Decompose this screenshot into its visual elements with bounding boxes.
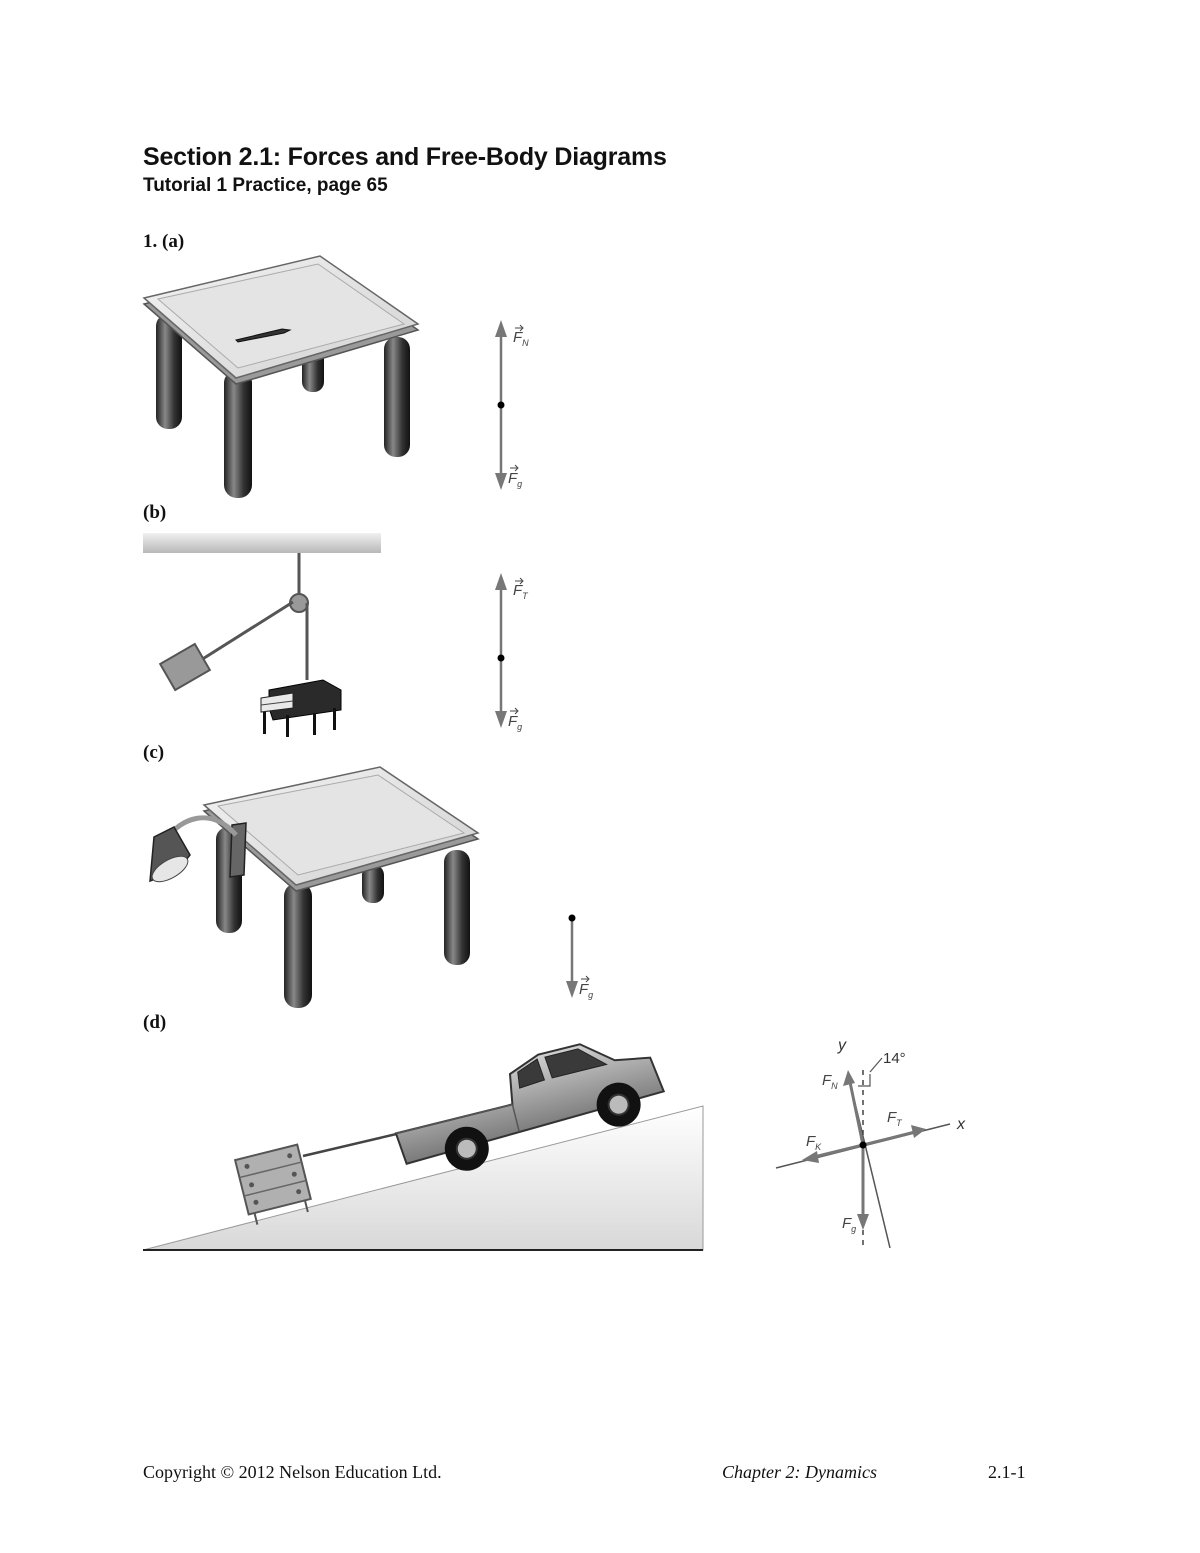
normal-force-arrowhead [843, 1070, 855, 1086]
tension-force-arrowhead [495, 573, 507, 590]
tension-force-arrowhead [911, 1125, 926, 1138]
hanging-piano-illustration [143, 530, 388, 740]
force-label-kinetic-friction: F [806, 1133, 816, 1150]
object-point [860, 1142, 867, 1149]
force-label-gravity: F [508, 713, 518, 730]
table-leg [444, 850, 470, 965]
x-axis-label: x [957, 1116, 965, 1133]
ceiling [143, 533, 381, 553]
page-subtitle: Tutorial 1 Practice, page 65 [143, 175, 388, 196]
footer-chapter: Chapter 2: Dynamics [722, 1462, 877, 1482]
free-body-diagram-b [480, 568, 540, 738]
svg-text:FK: $F_K$ [806, 1133, 822, 1152]
object-point [498, 655, 505, 662]
table-with-lamp-illustration [140, 765, 485, 1010]
force-label-normal: F [822, 1072, 832, 1089]
table-leg [284, 883, 312, 1008]
tow-rope [303, 1132, 405, 1156]
force-label-gravity: F [579, 981, 589, 998]
counterweight [160, 644, 210, 690]
svg-text:Fg: $F_g$ [579, 981, 594, 1000]
free-body-diagram-c [555, 910, 615, 1010]
gravity-force-arrowhead [495, 711, 507, 728]
footer-page-number: 2.1-1 [988, 1462, 1026, 1482]
free-body-diagram-a [480, 315, 540, 500]
gravity-force-arrowhead [495, 473, 507, 490]
svg-text:Fg: $F_g$ [508, 470, 523, 489]
force-label-tension: F [513, 582, 523, 599]
part-label-a: 1. (a) [143, 231, 185, 252]
force-label-tension: F [887, 1109, 897, 1126]
part-label-d: (d) [143, 1012, 167, 1033]
svg-text:Fg: $F_g$ [842, 1215, 857, 1234]
force-label-gravity: F [508, 470, 518, 487]
svg-text:Fg: $F_g$ [508, 713, 523, 732]
svg-text:FN: $F_N$ [822, 1072, 838, 1091]
table-with-pen-illustration [140, 252, 425, 502]
object-point [498, 402, 505, 409]
page-title: Section 2.1: Forces and Free-Body Diagrams [143, 143, 667, 171]
object-point [569, 915, 576, 922]
angle-label: 14° [883, 1050, 906, 1067]
svg-text:FN: $F_N$ [513, 329, 529, 348]
gravity-force-arrowhead [566, 981, 578, 998]
svg-text:FT: $F_T$ [513, 582, 528, 601]
gravity-force-arrowhead [857, 1214, 869, 1230]
force-label-normal: F [513, 329, 523, 346]
truck-on-incline-illustration [143, 1040, 708, 1255]
free-body-diagram-d [770, 1030, 990, 1255]
part-label-b: (b) [143, 502, 167, 523]
footer-copyright: Copyright © 2012 Nelson Education Ltd. [143, 1462, 442, 1482]
table-leg [224, 370, 252, 498]
table-leg [384, 337, 410, 457]
svg-text:FT: $F_T$ [887, 1109, 902, 1128]
rope [201, 602, 293, 660]
y-axis-label: y [838, 1037, 846, 1054]
part-label-c: (c) [143, 742, 165, 763]
normal-force-arrowhead [495, 320, 507, 337]
force-label-gravity: F [842, 1215, 852, 1232]
